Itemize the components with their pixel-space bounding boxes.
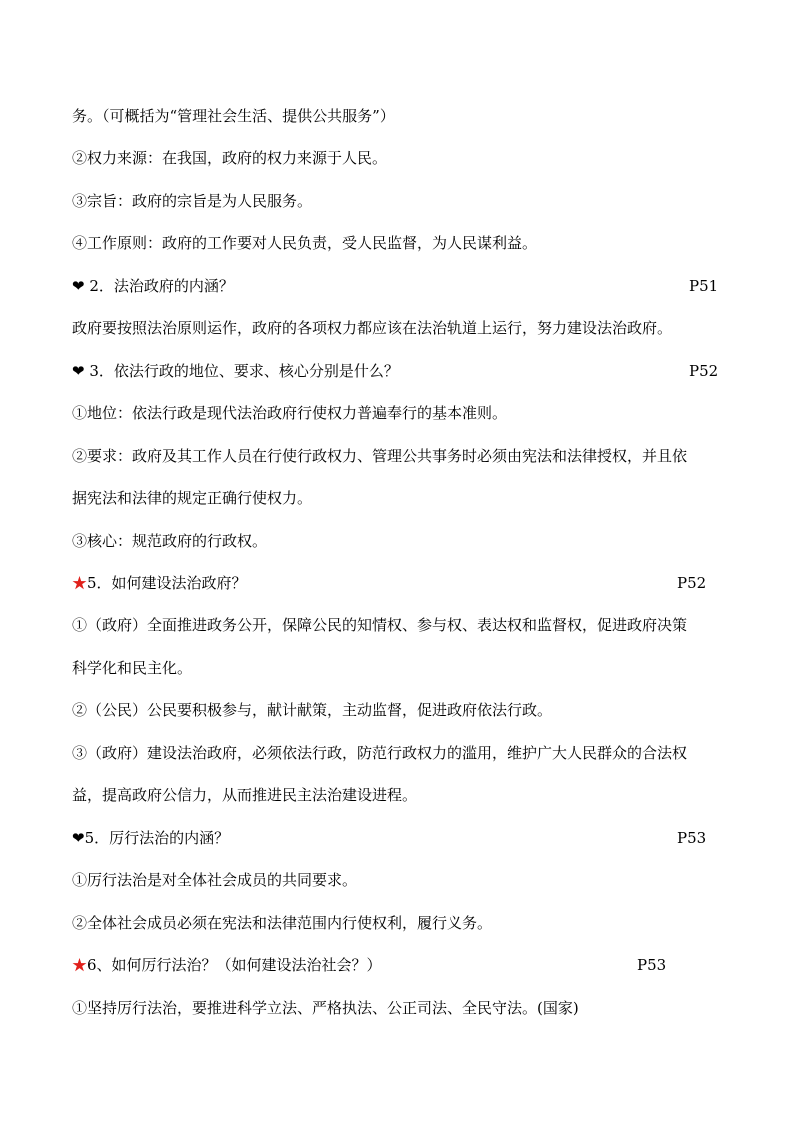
text-line: ①（政府）全面推进政务公开，保障公民的知情权、参与权、表达权和监督权，促进政府决策 <box>72 616 688 634</box>
star-icon: ★ <box>72 574 88 592</box>
question-heading <box>72 361 732 381</box>
question-heading <box>72 573 732 593</box>
heart-icon: ❤ <box>72 829 85 847</box>
page-reference: P53 <box>677 829 707 847</box>
text-line: 益，提高政府公信力，从而推进民主法治建设进程。 <box>72 786 418 804</box>
text-line: ②要求：政府及其工作人员在行使行政权力、管理公共事务时必须由宪法和法律授权，并且依 <box>72 447 688 465</box>
text-line: ①地位：依法行政是现代法治政府行使权力普遍奉行的基本准则。 <box>72 404 508 422</box>
star-icon: ★ <box>72 956 88 974</box>
heart-icon: ❤ <box>72 362 85 380</box>
heart-icon: ❤ <box>72 277 85 295</box>
question-text: 5．厉行法治的内涵？ <box>84 829 230 847</box>
text-line: ④工作原则：政府的工作要对人民负责，受人民监督，为人民谋利益。 <box>72 234 538 252</box>
text-line: ①厉行法治是对全体社会成员的共同要求。 <box>72 871 358 889</box>
text-line: 政府要按照法治原则运作，政府的各项权力都应该在法治轨道上运行，努力建设法治政府。 <box>72 319 673 337</box>
text-line: ②权力来源：在我国，政府的权力来源于人民。 <box>72 149 388 167</box>
text-line: ②全体社会成员必须在宪法和法律范围内行使权利，履行义务。 <box>72 914 493 932</box>
question-heading <box>72 955 732 975</box>
question-heading <box>72 828 732 848</box>
text-line: 务。（可概括为“管理社会生活、提供公共服务”） <box>72 107 395 125</box>
page-reference: P53 <box>637 956 667 974</box>
question-text: 5．如何建设法治政府？ <box>87 574 247 592</box>
question-text: 3．依法行政的地位、要求、核心分别是什么？ <box>84 362 399 380</box>
text-line: ③（政府）建设法治政府，必须依法行政，防范行政权力的滥用，维护广大人民群众的合法权 <box>72 744 688 762</box>
question-text: 6、如何厉行法治？（如何建设法治社会？） <box>87 956 382 974</box>
question-heading <box>72 276 732 296</box>
page-reference: P52 <box>689 362 719 380</box>
text-line: ③核心：规范政府的行政权。 <box>72 532 268 550</box>
text-line: ②（公民）公民要积极参与，献计献策，主动监督，促进政府依法行政。 <box>72 701 553 719</box>
page-reference: P52 <box>677 574 707 592</box>
question-text: 2．法治政府的内涵？ <box>84 277 234 295</box>
text-line: 据宪法和法律的规定正确行使权力。 <box>72 489 313 507</box>
text-line: ①坚持厉行法治，要推进科学立法、严格执法、公正司法、全民守法。(国家) <box>72 999 579 1017</box>
text-line: ③宗旨：政府的宗旨是为人民服务。 <box>72 192 313 210</box>
page-reference: P51 <box>689 277 719 295</box>
text-line: 科学化和民主化。 <box>72 659 193 677</box>
